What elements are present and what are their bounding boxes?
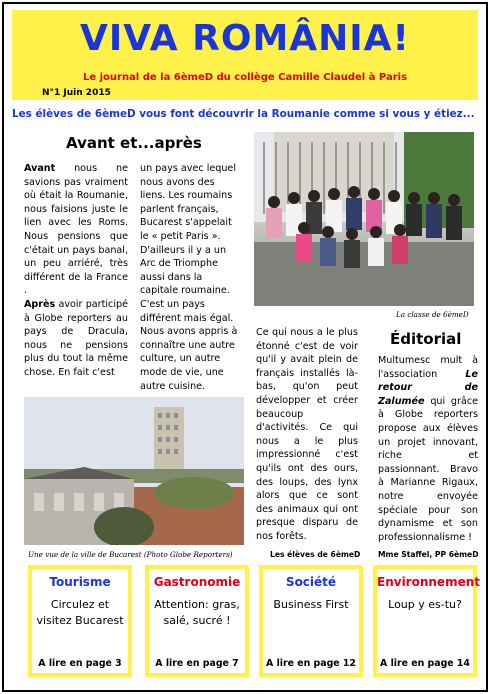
- article-column-1: [24, 162, 128, 380]
- class-photo-image: [254, 132, 474, 306]
- teaser-body: Loup y es-tu?: [388, 598, 462, 611]
- article-column-3: Ce qui nous a le plus étonné c'est de voir qu'il y avait plein de français installés là-bas, qu'on peut développer et créer beaucoup d'activités. Ce qui nous a le plus impressionné c'est qu'ils ont des ours, des loups, des lynx alors que ce sont des animaux qui ont presque disparu de nos forêts.: [256, 327, 358, 542]
- class-photo: [254, 132, 474, 306]
- teaser-box-societe[interactable]: [259, 565, 363, 677]
- editorial-heading: Éditorial: [390, 330, 462, 348]
- teaser-title: Environnement: [377, 575, 480, 589]
- lead-word-apres: Après: [24, 298, 56, 310]
- editorial-text-a: Multumesc mult à l'association: [378, 355, 478, 380]
- teaser-title: Tourisme: [49, 575, 111, 589]
- masthead: [12, 10, 478, 100]
- editorial-text: [378, 354, 478, 544]
- article-heading-avant-apres: Avant et...après: [66, 134, 202, 152]
- teaser-title: Société: [285, 575, 337, 589]
- association-name: Le retour de Zalumée: [378, 368, 478, 407]
- teaser-page-link[interactable]: A lire en page 3: [38, 658, 122, 669]
- teaser-body: Business First: [273, 598, 349, 611]
- teaser-title: Gastronomie: [153, 575, 241, 589]
- newspaper-title: VIVA ROMÂNIA!: [80, 18, 410, 59]
- teaser-box-environnement[interactable]: [373, 565, 480, 677]
- teaser-page-link[interactable]: A lire en page 12: [266, 658, 356, 669]
- article-signature: Les élèves de 6èmeD: [270, 550, 361, 559]
- teaser-body: Attention: gras, salé, sucré !: [154, 598, 240, 627]
- column-1-text: nous ne savions pas vraiment où était la Roumanie, nous faisions juste le lien avec les Roms. Nous pensions que c'était un pays banal, un peu arriéré, très différent de la France .: [24, 163, 128, 297]
- newspaper-subtitle: Le journal de la 6èmeD du collège Camille Claudel à Paris: [82, 72, 408, 83]
- teaser-box-gastronomie[interactable]: [145, 565, 249, 677]
- teaser-page-link[interactable]: A lire en page 14: [380, 658, 470, 669]
- column-1-text-2: avoir participé à Globe reporters au pays de Dracula, nous ne pensions plus du tout la même chose. En fait c'est: [24, 298, 128, 378]
- teaser-body: Circulez et visitez Bucarest: [36, 598, 124, 627]
- teaser-page-link[interactable]: A lire en page 7: [155, 658, 239, 669]
- issue-number: N°1 Juin 2015: [42, 88, 111, 98]
- bucharest-photo: [24, 397, 244, 545]
- bucharest-photo-image: [24, 397, 244, 545]
- lead-word-avant: Avant: [24, 163, 56, 174]
- article-column-2: un pays avec lequel nous avons des liens. Les roumains parlent français, Bucarest s'appelait le « petit Paris ». D'ailleurs il y a un Arc de Triomphe aussi dans la capitale roumaine. C'est un pays différent mais égal. Nous avons appris à connaître une autre culture, un autre mode de vie, une autre cuisine.: [140, 163, 238, 392]
- newspaper-page: [2, 2, 488, 692]
- bucharest-photo-caption: Une vue de la ville de Bucarest (Photo Globe Reporters): [28, 550, 233, 559]
- class-photo-caption: La classe de 6èmeD: [396, 310, 469, 319]
- editorial-text-c: qui grâce à Globe reporters propose aux élèves un projet innovant, riche et passionnant. Bravo à Marianne Rigaux, notre envoyée spéciale pour son dynamisme et son professionnalisme !: [378, 395, 478, 543]
- editorial-signature: Mme Staffel, PP 6èmeD: [378, 550, 479, 559]
- tagline: Les élèves de 6èmeD vous font découvrir la Roumanie comme si vous y étiez...: [12, 108, 475, 120]
- teaser-box-tourisme[interactable]: [28, 565, 132, 677]
